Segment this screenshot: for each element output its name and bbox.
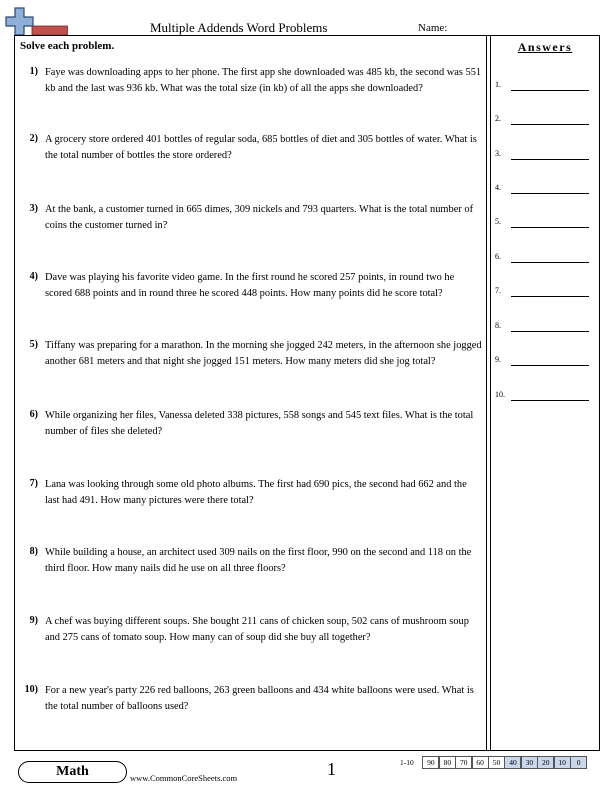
problem-number: 1) <box>29 66 38 77</box>
problem-number: 9) <box>29 615 38 626</box>
answer-number: 8. <box>495 321 501 330</box>
answer-line-5[interactable] <box>495 217 595 231</box>
problem-text: While organizing her files, Vanessa deleted 338 pictures, 558 songs and 545 text files. What is the total number of files she deleted? <box>45 410 474 437</box>
score-table <box>423 756 587 769</box>
page-number: 1 <box>327 759 336 779</box>
problem-number: 6) <box>29 409 38 420</box>
site-url: www.CommonCoreSheets.com <box>130 773 238 783</box>
answer-line-8[interactable] <box>495 321 595 335</box>
problem-text: A chef was buying different soups. She bought 211 cans of chicken soup, 502 cans of mushroom soup and 275 cans of tomato soup. How many can of soup did she buy all together? <box>45 616 469 643</box>
plus-cross-logo-icon <box>4 5 68 39</box>
answer-number: 2. <box>495 114 501 123</box>
answer-line-9[interactable] <box>495 355 595 369</box>
answer-line-1[interactable] <box>495 80 595 94</box>
answer-number: 5. <box>495 217 501 226</box>
answer-number: 9. <box>495 355 501 364</box>
problem-number: 7) <box>29 478 38 489</box>
answer-blank[interactable] <box>511 159 589 160</box>
problem-number: 4) <box>29 271 38 282</box>
answer-blank[interactable] <box>511 227 589 228</box>
answer-column-divider-inner <box>490 36 491 750</box>
score-cell: 50 <box>488 756 505 769</box>
answer-line-4[interactable] <box>495 183 595 197</box>
problem-text: For a new year's party 226 red balloons, 263 green balloons and 434 white balloons were used. What is the total number of balloons used? <box>45 685 474 712</box>
score-cell: 80 <box>439 756 456 769</box>
problem-text: At the bank, a customer turned in 665 dimes, 309 nickels and 793 quarters. What is the total number of coins the customer turned in? <box>45 204 474 231</box>
answer-blank[interactable] <box>511 90 589 91</box>
answer-line-10[interactable] <box>495 390 595 404</box>
answer-number: 7. <box>495 286 501 295</box>
score-cell: 70 <box>455 756 472 769</box>
answers-heading: Answers <box>517 40 573 54</box>
page-title: Multiple Addends Word Problems <box>150 20 328 35</box>
frame-left-border <box>14 36 15 750</box>
problem-text: Tiffany was preparing for a marathon. In the morning she jogged 242 meters, in the afternoon she jogged another 681 meters and that night she jogged 151 meters. How many meters did she jog total? <box>45 340 482 367</box>
frame-bottom-border <box>14 750 600 751</box>
problem-text: Faye was downloading apps to her phone. The first app she downloaded was 485 kb, the second was 551 kb and the last was 936 kb. What was the total size (in kb) of all the apps she downloaded? <box>45 67 482 94</box>
answer-blank[interactable] <box>511 296 589 297</box>
answer-blank[interactable] <box>511 331 589 332</box>
answer-blank[interactable] <box>511 365 589 366</box>
answer-blank[interactable] <box>511 400 589 401</box>
problem-number: 3) <box>29 203 38 214</box>
answer-blank[interactable] <box>511 262 589 263</box>
problem-text: Dave was playing his favorite video game. In the first round he scored 257 points, in round two he scored 688 points and in round three he scored 448 points. How many points did he score total? <box>45 272 455 299</box>
header-rule <box>14 35 600 36</box>
answer-line-3[interactable] <box>495 149 595 163</box>
answer-number: 6. <box>495 252 501 261</box>
score-cell: 40 <box>504 756 521 769</box>
answer-line-2[interactable] <box>495 114 595 128</box>
answer-number: 10. <box>495 390 505 399</box>
problem-text: Lana was looking through some old photo albums. The first had 690 pics, the second had 662 and the last had 491. How many pictures were there total? <box>45 479 467 506</box>
problem-number: 10) <box>24 684 38 695</box>
answer-number: 1. <box>495 80 501 89</box>
score-range-label: 1-10 <box>400 758 414 767</box>
answer-column-divider <box>486 36 487 750</box>
name-label: Name: <box>418 22 448 34</box>
problem-number: 5) <box>29 339 38 350</box>
score-cell: 60 <box>472 756 489 769</box>
answer-number: 3. <box>495 149 501 158</box>
score-cell: 0 <box>570 756 587 769</box>
score-cell: 90 <box>422 756 439 769</box>
answer-blank[interactable] <box>511 124 589 125</box>
problem-text: A grocery store ordered 401 bottles of regular soda, 685 bottles of diet and 305 bottles of water. What is the total number of bottles the store ordered? <box>45 134 477 161</box>
instructions: Solve each problem. <box>20 40 115 52</box>
problem-number: 2) <box>29 133 38 144</box>
score-cell: 30 <box>521 756 538 769</box>
math-badge: Math <box>18 761 127 783</box>
answer-line-6[interactable] <box>495 252 595 266</box>
answer-blank[interactable] <box>511 193 589 194</box>
problem-number: 8) <box>29 546 38 557</box>
problem-text: While building a house, an architect used 309 nails on the first floor, 990 on the second and 118 on the third floor. How many nails did he use on all three floors? <box>45 547 472 574</box>
score-cell: 10 <box>554 756 571 769</box>
frame-right-border <box>599 36 600 750</box>
answer-number: 4. <box>495 183 501 192</box>
answer-line-7[interactable] <box>495 286 595 300</box>
score-cell: 20 <box>537 756 554 769</box>
